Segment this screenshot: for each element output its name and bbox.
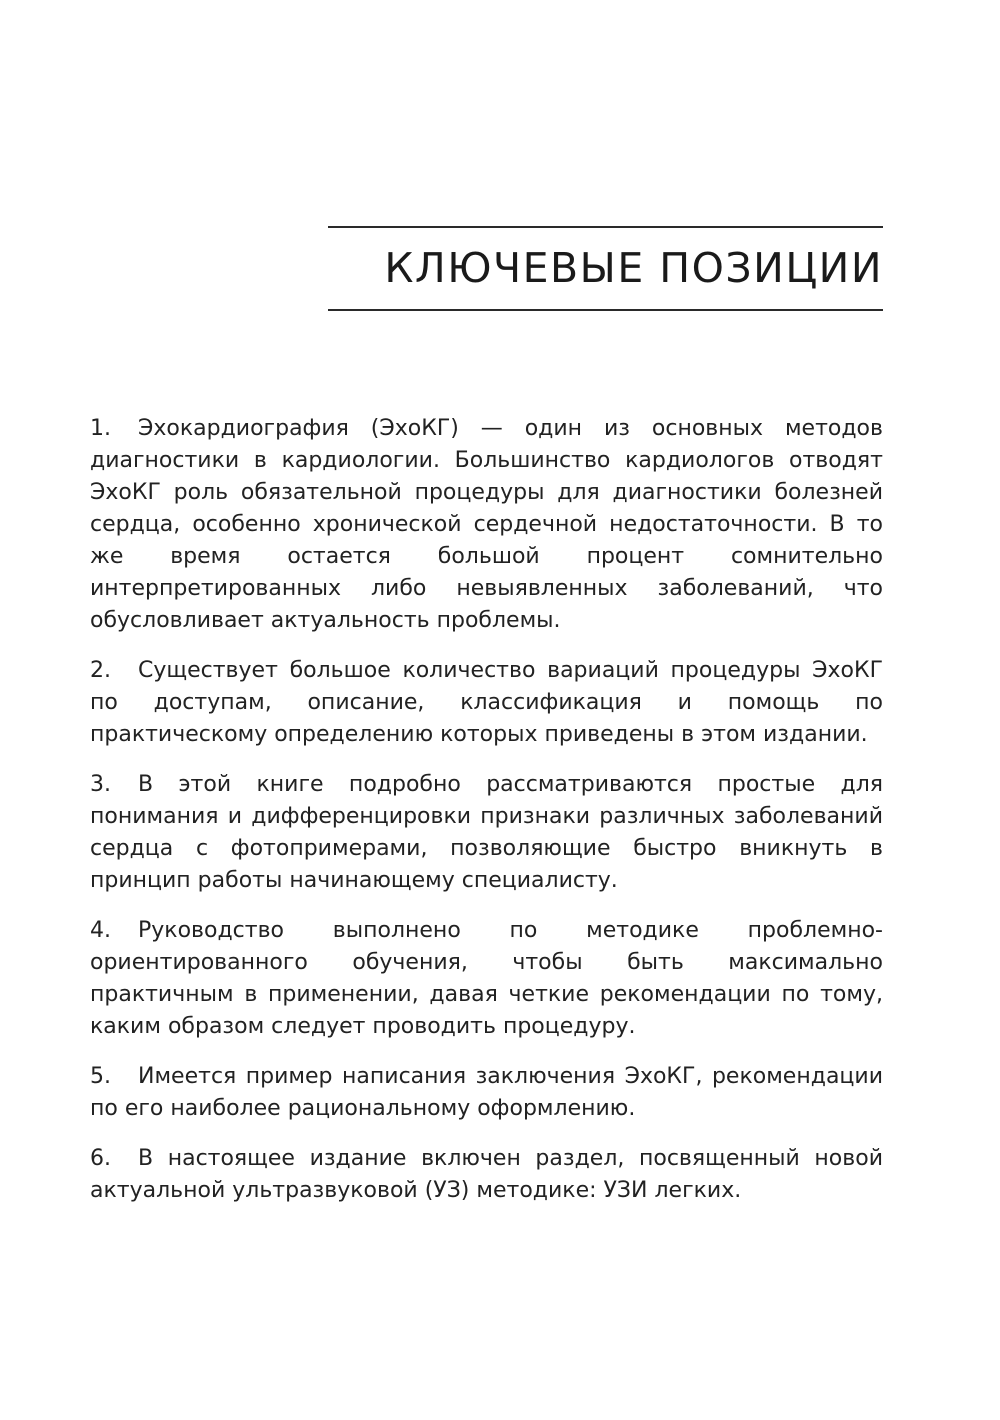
- item-text: В настоящее издание включен раздел, посвященный новой актуальной ультразвуковой (УЗ) методике: УЗИ легких.: [90, 1146, 883, 1203]
- item-text: В этой книге подробно рассматриваются простые для понимания и дифференцировки признаки различных заболеваний сердца с фотопримерами, позволяющие быстро вникнуть в принцип работы начинающему специалисту.: [90, 772, 883, 893]
- heading-rule-top: [328, 226, 883, 228]
- list-item: [90, 655, 883, 751]
- page-title: КЛЮЧЕВЫЕ ПОЗИЦИИ: [384, 244, 883, 292]
- item-text: Имеется пример написания заключения ЭхоКГ, рекомендации по его наиболее рациональному оформлению.: [90, 1064, 883, 1121]
- item-number: 6.: [90, 1146, 111, 1171]
- item-number: 5.: [90, 1064, 111, 1089]
- item-number: 4.: [90, 918, 111, 943]
- item-number: 1.: [90, 416, 111, 441]
- item-number: 2.: [90, 658, 111, 683]
- item-text: Существует большое количество вариаций процедуры ЭхоКГ по доступам, описание, классификация и помощь по практическому определению которых приведены в этом издании.: [90, 658, 883, 747]
- list-item: [90, 915, 883, 1043]
- item-text: Руководство выполнено по методике проблемно-ориентированного обучения, чтобы быть максимально практичным в применении, давая четкие рекомендации по тому, каким образом следует проводить процедуру.: [90, 918, 883, 1039]
- list-item: [90, 1143, 883, 1207]
- item-number: 3.: [90, 772, 111, 797]
- section-heading: [328, 226, 883, 312]
- list-item: [90, 769, 883, 897]
- heading-rule-bottom: [328, 309, 883, 311]
- list-item: [90, 413, 883, 637]
- item-text: Эхокардиография (ЭхоКГ) — один из основных методов диагностики в кардиологии. Большинство кардиологов отводят ЭхоКГ роль обязательной процедуры для диагностики болезней сердца, особенно хронической сердечной недостаточности. В то же время остается большой процент сомнительно интерпретированных либо невыявленных заболеваний, что обусловливает актуальность проблемы.: [90, 416, 883, 633]
- list-item: [90, 1061, 883, 1125]
- key-points-list: [90, 413, 883, 1225]
